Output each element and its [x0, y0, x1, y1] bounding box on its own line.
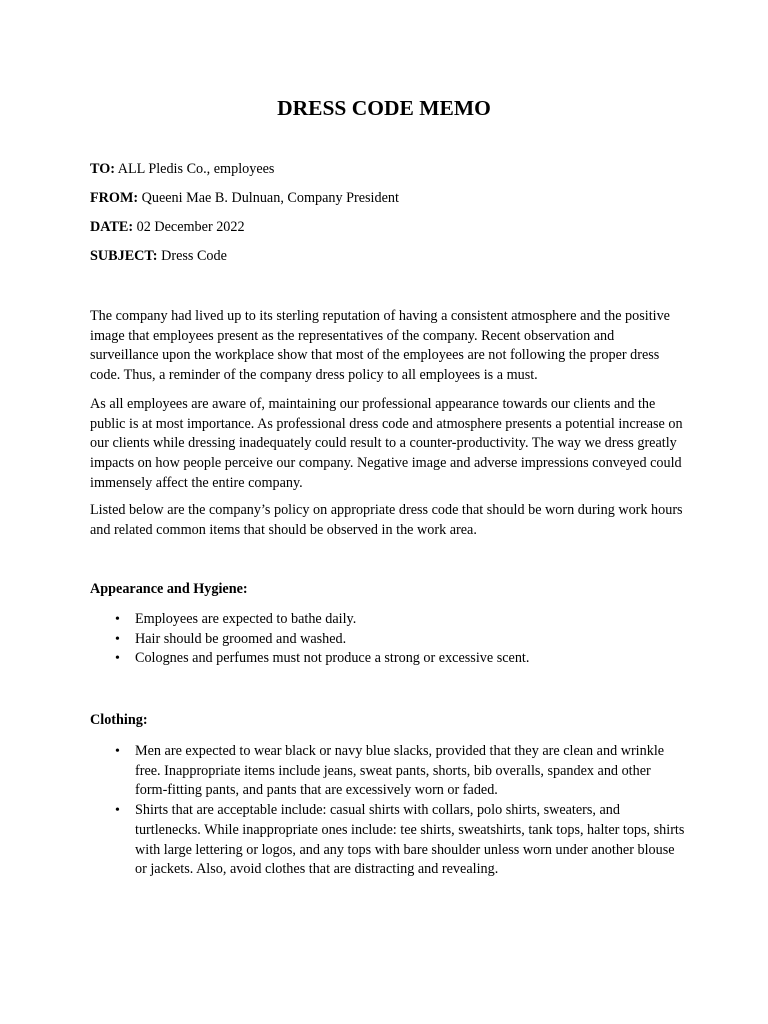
memo-title: DRESS CODE MEMO — [277, 96, 491, 120]
date-label: DATE: — [90, 219, 134, 235]
section-heading-clothing: Clothing: — [90, 712, 148, 728]
list-item: • Employees are expected to bathe daily. — [90, 610, 685, 630]
subject-label: SUBJECT: — [90, 248, 158, 264]
clothing-list — [90, 742, 685, 880]
body-paragraph: The company had lived up to its sterling reputation of having a consistent atmosphere and the positive image that employees present as the representatives of the company. Recent observation and surveillance upon the workplace show that most of the employees are not following the proper dress code. Thus, a reminder of the company dress policy to all employees is a must. — [90, 308, 670, 384]
list-item: • Colognes and perfumes must not produce a strong or excessive scent. — [90, 649, 685, 669]
date-value: 02 December 2022 — [136, 219, 245, 235]
list-item: • Men are expected to wear black or navy blue slacks, provided that they are clean and wrinkle free. Inappropriate items include jeans, sweat pants, shorts, bib overalls, spandex and other form-fitting pants, and pants that are excessively worn or faded. — [115, 743, 665, 799]
bullet-icon: • — [115, 744, 120, 759]
memo-from-line — [90, 189, 399, 208]
memo-subject-line — [90, 247, 227, 266]
memo-to-line — [90, 160, 274, 179]
from-label: FROM: — [90, 190, 139, 206]
section-heading-appearance: Appearance and Hygiene: — [90, 581, 248, 597]
from-value: Queeni Mae B. Dulnuan, Company President — [141, 190, 399, 206]
body-paragraph: Listed below are the company’s policy on appropriate dress code that should be worn during work hours and related common items that should be observed in the work area. — [90, 502, 683, 538]
to-value: ALL Pledis Co., employees — [117, 161, 275, 177]
appearance-list — [90, 610, 685, 669]
list-item: • Hair should be groomed and washed. — [90, 630, 685, 650]
body-paragraph: As all employees are aware of, maintaining our professional appearance towards our clients and the public is at most importance. As professional dress code and atmosphere presents a potential increase on our clients while dressing inadequately could result to a counter-productivity. The way we dress greatly impacts on how people perceive our company. Negative image and adverse impressions conveyed could immensely affect the entire company. — [90, 396, 683, 491]
list-item: • Shirts that are acceptable include: casual shirts with collars, polo shirts, sweaters, and turtlenecks. While inappropriate ones include: tee shirts, sweatshirts, tank tops, halter tops, shirts with large lettering or logos, and any tops with bare shoulder unless worn under another blouse or jackets. Also, avoid clothes that are distracting and revealing. — [115, 802, 685, 878]
bullet-icon: • — [115, 612, 120, 627]
bullet-icon: • — [115, 631, 120, 647]
memo-date-line — [90, 218, 245, 237]
subject-value: Dress Code — [161, 248, 227, 264]
to-label: TO: — [90, 161, 115, 177]
bullet-icon: • — [115, 651, 120, 667]
bullet-icon: • — [115, 803, 120, 819]
